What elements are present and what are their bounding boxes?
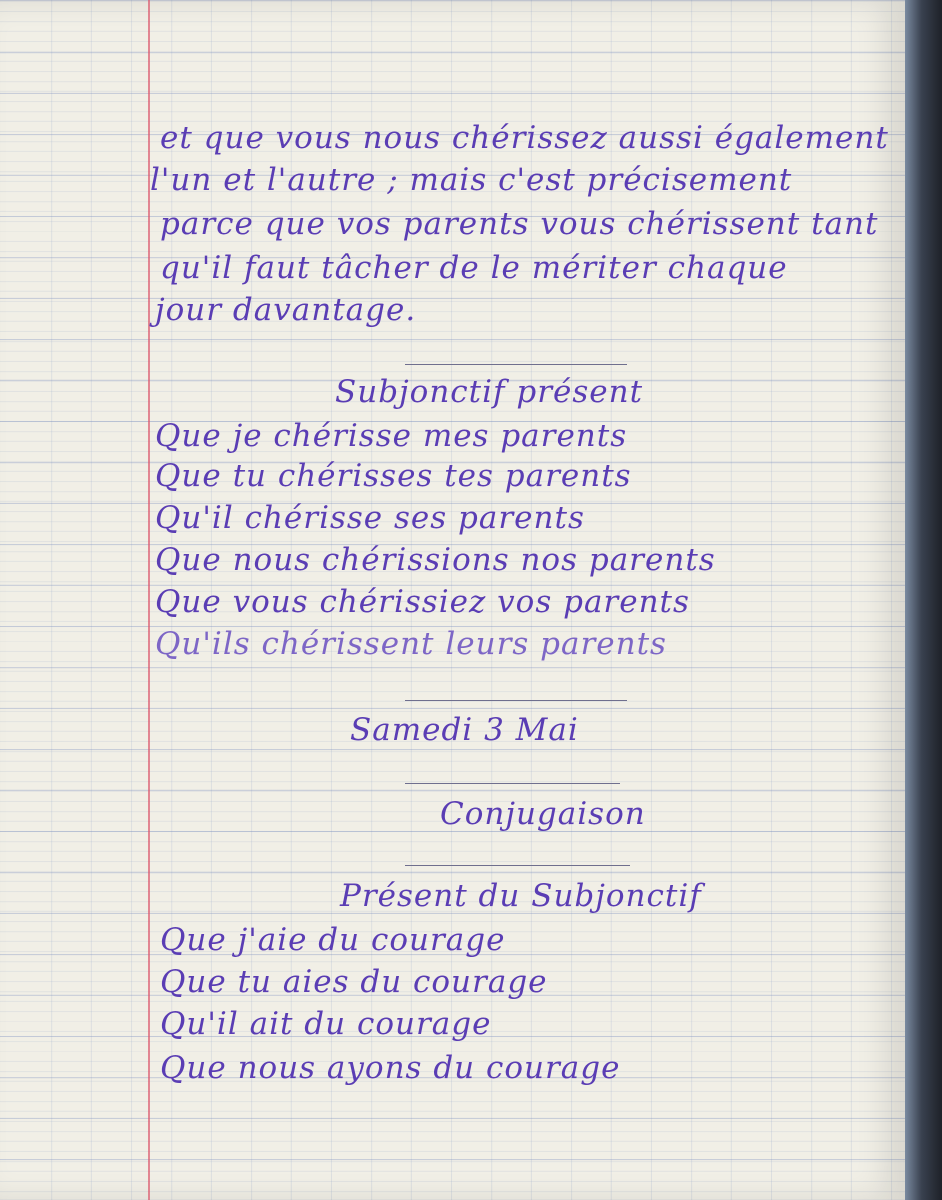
date-heading: Samedi 3 Mai [350,712,579,748]
divider-rule [405,700,627,701]
conjugation-line: Que vous chérissiez vos parents [155,584,690,620]
subject-heading: Conjugaison [440,796,646,832]
paragraph-line: jour davantage. [155,292,417,328]
section-title: Subjonctif présent [335,374,644,410]
section-title: Présent du Subjonctif [340,878,702,914]
notebook-page-edge [905,0,942,1200]
divider-rule [405,783,620,784]
conjugation-line: Qu'ils chérissent leurs parents [155,626,667,662]
divider-rule [405,865,630,866]
conjugation-line: Qu'il ait du courage [160,1006,492,1042]
divider-rule [405,364,627,365]
conjugation-line: Que je chérisse mes parents [155,418,628,454]
conjugation-line: Que j'aie du courage [160,922,506,958]
conjugation-line: Que tu chérisses tes parents [155,458,632,494]
conjugation-line: Que nous ayons du courage [160,1050,621,1086]
conjugation-line: Que tu aies du courage [160,964,548,1000]
paragraph-line: parce que vos parents vous chérissent tant [160,206,879,242]
conjugation-line: Que nous chérissions nos parents [155,542,716,578]
paragraph-line: qu'il faut tâcher de le mériter chaque [160,250,788,286]
conjugation-line: Qu'il chérisse ses parents [155,500,585,536]
paragraph-line: et que vous nous chérissez aussi également [160,120,889,156]
paragraph-line: l'un et l'autre ; mais c'est précisement [150,162,793,198]
